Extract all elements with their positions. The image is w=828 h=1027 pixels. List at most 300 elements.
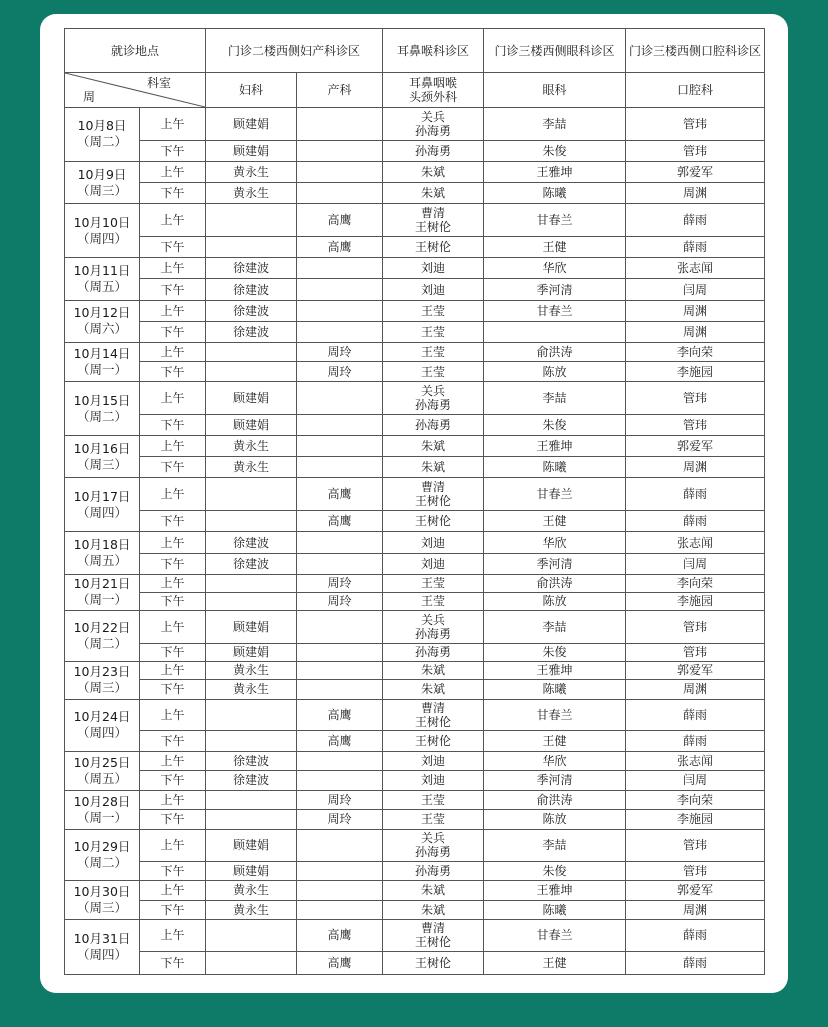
doctor-cell: 曹清 王树伦 bbox=[383, 204, 484, 237]
doctor-cell: 王莹 bbox=[383, 592, 484, 610]
period-cell: 下午 bbox=[140, 861, 206, 880]
weekday-text: （周一） bbox=[76, 809, 127, 825]
date-cell bbox=[65, 300, 140, 342]
doctor-cell bbox=[297, 553, 383, 574]
weekday-text: （周一） bbox=[76, 362, 127, 378]
doctor-cell: 李施园 bbox=[626, 809, 765, 829]
doctor-cell: 高鹰 bbox=[297, 204, 383, 237]
date-cell bbox=[65, 919, 140, 974]
weekday-text: （周四） bbox=[76, 725, 127, 741]
doctor-cell: 王健 bbox=[484, 731, 626, 751]
doctor-cell: 黄永生 bbox=[206, 661, 297, 679]
doctor-cell: 孙海勇 bbox=[383, 861, 484, 880]
doctor-cell: 陈放 bbox=[484, 592, 626, 610]
date-text: 10月17日 bbox=[73, 488, 131, 504]
doctor-cell: 闫周 bbox=[626, 279, 765, 300]
schedule-row bbox=[65, 183, 765, 204]
doctor-cell: 周渊 bbox=[626, 457, 765, 478]
date-text: 10月18日 bbox=[73, 537, 131, 553]
doctor-cell: 薛雨 bbox=[626, 237, 765, 258]
schedule-row bbox=[65, 610, 765, 643]
doctor-cell bbox=[297, 532, 383, 553]
schedule-row bbox=[65, 362, 765, 382]
dept-ophthalmology: 眼科 bbox=[484, 73, 626, 108]
doctor-cell: 徐建波 bbox=[206, 258, 297, 279]
clinic-schedule-table bbox=[64, 28, 765, 975]
period-cell: 上午 bbox=[140, 436, 206, 457]
doctor-cell bbox=[297, 679, 383, 699]
doctor-cell: 俞洪涛 bbox=[484, 343, 626, 362]
doctor-cell: 闫周 bbox=[626, 770, 765, 790]
doctor-cell bbox=[297, 880, 383, 900]
doctor-cell bbox=[206, 809, 297, 829]
doctor-cell: 周玲 bbox=[297, 790, 383, 809]
doctor-cell: 季河清 bbox=[484, 553, 626, 574]
doctor-cell bbox=[206, 592, 297, 610]
date-cell bbox=[65, 574, 140, 610]
period-cell: 上午 bbox=[140, 829, 206, 861]
doctor-cell bbox=[484, 321, 626, 342]
dept-stomatology: 口腔科 bbox=[626, 73, 765, 108]
period-cell: 上午 bbox=[140, 161, 206, 182]
schedule-row bbox=[65, 829, 765, 861]
doctor-cell: 王树伦 bbox=[383, 731, 484, 751]
period-cell: 上午 bbox=[140, 790, 206, 809]
doctor-cell: 管玮 bbox=[626, 382, 765, 415]
date-cell bbox=[65, 161, 140, 203]
schedule-row bbox=[65, 237, 765, 258]
period-cell: 下午 bbox=[140, 183, 206, 204]
period-cell: 下午 bbox=[140, 553, 206, 574]
schedule-row bbox=[65, 699, 765, 731]
date-cell bbox=[65, 880, 140, 919]
doctor-cell bbox=[297, 457, 383, 478]
schedule-row bbox=[65, 751, 765, 770]
doctor-cell: 薛雨 bbox=[626, 478, 765, 511]
schedule-row bbox=[65, 300, 765, 321]
doctor-cell: 朱俊 bbox=[484, 643, 626, 661]
schedule-row bbox=[65, 731, 765, 751]
schedule-row bbox=[65, 951, 765, 974]
date-cell bbox=[65, 829, 140, 880]
doctor-cell: 顾建娟 bbox=[206, 414, 297, 435]
doctor-cell: 周渊 bbox=[626, 183, 765, 204]
doctor-cell: 高鹰 bbox=[297, 511, 383, 532]
schedule-row bbox=[65, 532, 765, 553]
week-label: 周 bbox=[83, 90, 96, 104]
weekday-text: （周三） bbox=[76, 182, 127, 198]
period-cell: 下午 bbox=[140, 592, 206, 610]
period-cell: 上午 bbox=[140, 382, 206, 415]
doctor-cell: 徐建波 bbox=[206, 751, 297, 770]
schedule-row bbox=[65, 321, 765, 342]
doctor-cell: 刘迪 bbox=[383, 770, 484, 790]
date-cell bbox=[65, 108, 140, 162]
doctor-cell bbox=[297, 161, 383, 182]
period-cell: 下午 bbox=[140, 900, 206, 919]
doctor-cell: 薛雨 bbox=[626, 204, 765, 237]
doctor-cell: 关兵 孙海勇 bbox=[383, 610, 484, 643]
schedule-row bbox=[65, 279, 765, 300]
period-cell: 上午 bbox=[140, 751, 206, 770]
date-cell bbox=[65, 751, 140, 790]
doctor-cell: 曹清 王树伦 bbox=[383, 919, 484, 951]
doctor-cell: 陈曦 bbox=[484, 183, 626, 204]
doctor-cell: 高鹰 bbox=[297, 951, 383, 974]
doctor-cell: 李喆 bbox=[484, 108, 626, 141]
doctor-cell: 王雅坤 bbox=[484, 880, 626, 900]
doctor-cell bbox=[206, 574, 297, 592]
doctor-cell: 王健 bbox=[484, 237, 626, 258]
schedule-row bbox=[65, 553, 765, 574]
schedule-card bbox=[40, 14, 788, 993]
doctor-cell: 朱斌 bbox=[383, 661, 484, 679]
doctor-cell: 徐建波 bbox=[206, 532, 297, 553]
period-cell: 上午 bbox=[140, 919, 206, 951]
doctor-cell: 陈放 bbox=[484, 362, 626, 382]
doctor-cell: 俞洪涛 bbox=[484, 574, 626, 592]
diagonal-header-cell bbox=[65, 73, 206, 108]
date-cell bbox=[65, 699, 140, 751]
date-text: 10月30日 bbox=[73, 883, 131, 899]
period-cell: 下午 bbox=[140, 511, 206, 532]
doctor-cell: 李施园 bbox=[626, 362, 765, 382]
doctor-cell: 高鹰 bbox=[297, 731, 383, 751]
doctor-cell: 周玲 bbox=[297, 343, 383, 362]
weekday-text: （周二） bbox=[76, 408, 127, 424]
schedule-row bbox=[65, 574, 765, 592]
doctor-cell bbox=[297, 258, 383, 279]
doctor-cell bbox=[297, 414, 383, 435]
doctor-cell bbox=[206, 951, 297, 974]
doctor-cell bbox=[297, 770, 383, 790]
doctor-cell: 王树伦 bbox=[383, 511, 484, 532]
doctor-cell: 王莹 bbox=[383, 321, 484, 342]
date-cell bbox=[65, 610, 140, 661]
doctor-cell: 顾建娟 bbox=[206, 643, 297, 661]
doctor-cell: 周玲 bbox=[297, 362, 383, 382]
schedule-row bbox=[65, 204, 765, 237]
area-gynecology-obstetrics: 门诊二楼西侧妇产科诊区 bbox=[206, 29, 383, 73]
doctor-cell: 孙海勇 bbox=[383, 643, 484, 661]
weekday-text: （周二） bbox=[76, 854, 127, 870]
schedule-row bbox=[65, 592, 765, 610]
date-text: 10月8日 bbox=[77, 118, 127, 134]
doctor-cell: 朱斌 bbox=[383, 183, 484, 204]
date-text: 10月11日 bbox=[73, 262, 131, 278]
doctor-cell: 薛雨 bbox=[626, 511, 765, 532]
doctor-cell: 王雅坤 bbox=[484, 161, 626, 182]
doctor-cell: 周渊 bbox=[626, 300, 765, 321]
doctor-cell: 刘迪 bbox=[383, 751, 484, 770]
period-cell: 上午 bbox=[140, 300, 206, 321]
date-cell bbox=[65, 436, 140, 478]
schedule-body bbox=[65, 108, 765, 975]
date-text: 10月31日 bbox=[73, 930, 131, 946]
period-cell: 上午 bbox=[140, 532, 206, 553]
schedule-row bbox=[65, 661, 765, 679]
doctor-cell: 张志闻 bbox=[626, 258, 765, 279]
doctor-cell: 顾建娟 bbox=[206, 108, 297, 141]
doctor-cell: 黄永生 bbox=[206, 679, 297, 699]
schedule-row bbox=[65, 457, 765, 478]
schedule-row bbox=[65, 919, 765, 951]
doctor-cell: 顾建娟 bbox=[206, 861, 297, 880]
schedule-row bbox=[65, 790, 765, 809]
doctor-cell: 黄永生 bbox=[206, 880, 297, 900]
area-ent: 耳鼻喉科诊区 bbox=[383, 29, 484, 73]
period-cell: 上午 bbox=[140, 204, 206, 237]
area-ophthalmology: 门诊三楼西侧眼科诊区 bbox=[484, 29, 626, 73]
doctor-cell: 李向荣 bbox=[626, 343, 765, 362]
doctor-cell bbox=[297, 183, 383, 204]
period-cell: 下午 bbox=[140, 731, 206, 751]
doctor-cell: 周渊 bbox=[626, 321, 765, 342]
period-cell: 上午 bbox=[140, 478, 206, 511]
doctor-cell: 黄永生 bbox=[206, 457, 297, 478]
doctor-cell: 关兵 孙海勇 bbox=[383, 829, 484, 861]
doctor-cell: 黄永生 bbox=[206, 900, 297, 919]
header-row-areas bbox=[65, 29, 765, 73]
doctor-cell bbox=[297, 279, 383, 300]
doctor-cell: 陈曦 bbox=[484, 900, 626, 919]
period-cell: 下午 bbox=[140, 321, 206, 342]
doctor-cell: 薛雨 bbox=[626, 699, 765, 731]
doctor-cell: 朱斌 bbox=[383, 880, 484, 900]
doctor-cell: 徐建波 bbox=[206, 279, 297, 300]
doctor-cell: 华欣 bbox=[484, 751, 626, 770]
weekday-text: （周三） bbox=[76, 899, 127, 915]
period-cell: 下午 bbox=[140, 140, 206, 161]
period-cell: 上午 bbox=[140, 108, 206, 141]
doctor-cell: 李施园 bbox=[626, 592, 765, 610]
doctor-cell: 华欣 bbox=[484, 258, 626, 279]
header-row-departments bbox=[65, 73, 765, 108]
doctor-cell: 管玮 bbox=[626, 829, 765, 861]
doctor-cell: 孙海勇 bbox=[383, 140, 484, 161]
doctor-cell bbox=[297, 382, 383, 415]
doctor-cell: 刘迪 bbox=[383, 553, 484, 574]
doctor-cell: 薛雨 bbox=[626, 951, 765, 974]
doctor-cell: 王雅坤 bbox=[484, 661, 626, 679]
date-text: 10月21日 bbox=[73, 576, 131, 592]
doctor-cell: 管玮 bbox=[626, 610, 765, 643]
doctor-cell: 刘迪 bbox=[383, 279, 484, 300]
doctor-cell: 陈放 bbox=[484, 809, 626, 829]
doctor-cell: 王健 bbox=[484, 951, 626, 974]
weekday-text: （周二） bbox=[76, 134, 127, 150]
schedule-row bbox=[65, 861, 765, 880]
doctor-cell: 顾建娟 bbox=[206, 610, 297, 643]
doctor-cell bbox=[206, 362, 297, 382]
schedule-row bbox=[65, 343, 765, 362]
date-text: 10月9日 bbox=[77, 166, 127, 182]
schedule-row bbox=[65, 414, 765, 435]
doctor-cell bbox=[206, 237, 297, 258]
date-text: 10月23日 bbox=[73, 664, 131, 680]
weekday-text: （周五） bbox=[76, 278, 127, 294]
doctor-cell: 管玮 bbox=[626, 861, 765, 880]
date-cell bbox=[65, 382, 140, 436]
date-text: 10月29日 bbox=[73, 838, 131, 854]
doctor-cell: 李喆 bbox=[484, 610, 626, 643]
date-cell bbox=[65, 258, 140, 300]
doctor-cell: 王莹 bbox=[383, 790, 484, 809]
doctor-cell bbox=[297, 300, 383, 321]
date-cell bbox=[65, 532, 140, 574]
doctor-cell: 徐建波 bbox=[206, 321, 297, 342]
doctor-cell: 刘迪 bbox=[383, 532, 484, 553]
doctor-cell: 陈曦 bbox=[484, 457, 626, 478]
doctor-cell bbox=[206, 478, 297, 511]
weekday-text: （周四） bbox=[76, 504, 127, 520]
doctor-cell bbox=[297, 436, 383, 457]
date-text: 10月15日 bbox=[73, 392, 131, 408]
doctor-cell: 张志闻 bbox=[626, 532, 765, 553]
doctor-cell: 黄永生 bbox=[206, 183, 297, 204]
doctor-cell bbox=[206, 204, 297, 237]
doctor-cell: 周玲 bbox=[297, 592, 383, 610]
period-cell: 下午 bbox=[140, 770, 206, 790]
location-label: 就诊地点 bbox=[65, 29, 206, 73]
doctor-cell: 季河清 bbox=[484, 770, 626, 790]
doctor-cell: 黄永生 bbox=[206, 161, 297, 182]
weekday-text: （周一） bbox=[76, 592, 127, 608]
doctor-cell bbox=[297, 661, 383, 679]
schedule-row bbox=[65, 140, 765, 161]
doctor-cell: 朱斌 bbox=[383, 436, 484, 457]
period-cell: 下午 bbox=[140, 279, 206, 300]
doctor-cell: 朱斌 bbox=[383, 679, 484, 699]
period-cell: 上午 bbox=[140, 343, 206, 362]
doctor-cell: 王健 bbox=[484, 511, 626, 532]
doctor-cell: 王树伦 bbox=[383, 951, 484, 974]
doctor-cell: 朱俊 bbox=[484, 861, 626, 880]
doctor-cell: 朱斌 bbox=[383, 457, 484, 478]
doctor-cell: 高鹰 bbox=[297, 237, 383, 258]
doctor-cell: 李向荣 bbox=[626, 790, 765, 809]
dept-ent: 耳鼻咽喉 头颈外科 bbox=[383, 73, 484, 108]
schedule-row bbox=[65, 436, 765, 457]
doctor-cell: 闫周 bbox=[626, 553, 765, 574]
doctor-cell: 甘春兰 bbox=[484, 699, 626, 731]
doctor-cell: 顾建娟 bbox=[206, 140, 297, 161]
doctor-cell: 朱斌 bbox=[383, 161, 484, 182]
date-text: 10月16日 bbox=[73, 440, 131, 456]
doctor-cell bbox=[297, 829, 383, 861]
doctor-cell: 关兵 孙海勇 bbox=[383, 382, 484, 415]
schedule-row bbox=[65, 258, 765, 279]
schedule-row bbox=[65, 880, 765, 900]
period-cell: 下午 bbox=[140, 362, 206, 382]
doctor-cell: 高鹰 bbox=[297, 478, 383, 511]
weekday-text: （周六） bbox=[76, 321, 127, 337]
doctor-cell: 郭爱军 bbox=[626, 661, 765, 679]
doctor-cell bbox=[297, 751, 383, 770]
doctor-cell: 关兵 孙海勇 bbox=[383, 108, 484, 141]
weekday-text: （周四） bbox=[76, 946, 127, 962]
doctor-cell bbox=[206, 790, 297, 809]
doctor-cell: 陈曦 bbox=[484, 679, 626, 699]
date-text: 10月22日 bbox=[73, 619, 131, 635]
period-cell: 下午 bbox=[140, 237, 206, 258]
date-text: 10月24日 bbox=[73, 709, 131, 725]
weekday-text: （周三） bbox=[76, 680, 127, 696]
doctor-cell: 顾建娟 bbox=[206, 829, 297, 861]
period-cell: 下午 bbox=[140, 679, 206, 699]
doctor-cell: 李喆 bbox=[484, 382, 626, 415]
doctor-cell: 郭爱军 bbox=[626, 436, 765, 457]
doctor-cell bbox=[297, 108, 383, 141]
weekday-text: （周五） bbox=[76, 770, 127, 786]
doctor-cell: 王莹 bbox=[383, 809, 484, 829]
period-cell: 上午 bbox=[140, 258, 206, 279]
period-cell: 下午 bbox=[140, 809, 206, 829]
doctor-cell: 曹清 王树伦 bbox=[383, 478, 484, 511]
doctor-cell: 季河清 bbox=[484, 279, 626, 300]
period-cell: 上午 bbox=[140, 574, 206, 592]
doctor-cell: 管玮 bbox=[626, 643, 765, 661]
doctor-cell: 甘春兰 bbox=[484, 919, 626, 951]
period-cell: 下午 bbox=[140, 951, 206, 974]
schedule-row bbox=[65, 382, 765, 415]
period-cell: 上午 bbox=[140, 610, 206, 643]
date-cell bbox=[65, 790, 140, 829]
doctor-cell: 王树伦 bbox=[383, 237, 484, 258]
doctor-cell: 郭爱军 bbox=[626, 880, 765, 900]
doctor-cell: 甘春兰 bbox=[484, 478, 626, 511]
doctor-cell: 王莹 bbox=[383, 574, 484, 592]
date-cell bbox=[65, 343, 140, 382]
date-text: 10月28日 bbox=[73, 793, 131, 809]
dept-gynecology: 妇科 bbox=[206, 73, 297, 108]
dept-obstetrics: 产科 bbox=[297, 73, 383, 108]
doctor-cell: 薛雨 bbox=[626, 731, 765, 751]
doctor-cell: 俞洪涛 bbox=[484, 790, 626, 809]
department-label: 科室 bbox=[147, 76, 172, 90]
doctor-cell: 王雅坤 bbox=[484, 436, 626, 457]
doctor-cell: 高鹰 bbox=[297, 919, 383, 951]
schedule-row bbox=[65, 770, 765, 790]
doctor-cell: 徐建波 bbox=[206, 553, 297, 574]
doctor-cell bbox=[206, 511, 297, 532]
doctor-cell: 王莹 bbox=[383, 343, 484, 362]
doctor-cell bbox=[297, 321, 383, 342]
doctor-cell: 周玲 bbox=[297, 574, 383, 592]
doctor-cell: 管玮 bbox=[626, 414, 765, 435]
date-cell bbox=[65, 661, 140, 699]
doctor-cell: 高鹰 bbox=[297, 699, 383, 731]
date-text: 10月25日 bbox=[73, 754, 131, 770]
doctor-cell: 朱斌 bbox=[383, 900, 484, 919]
doctor-cell: 郭爱军 bbox=[626, 161, 765, 182]
doctor-cell: 黄永生 bbox=[206, 436, 297, 457]
doctor-cell: 周渊 bbox=[626, 679, 765, 699]
weekday-text: （周三） bbox=[76, 456, 127, 472]
doctor-cell: 徐建波 bbox=[206, 770, 297, 790]
doctor-cell: 顾建娟 bbox=[206, 382, 297, 415]
doctor-cell: 甘春兰 bbox=[484, 204, 626, 237]
doctor-cell bbox=[297, 610, 383, 643]
doctor-cell bbox=[206, 699, 297, 731]
date-text: 10月10日 bbox=[73, 214, 131, 230]
doctor-cell bbox=[297, 643, 383, 661]
doctor-cell bbox=[206, 343, 297, 362]
doctor-cell: 周玲 bbox=[297, 809, 383, 829]
doctor-cell: 周渊 bbox=[626, 900, 765, 919]
doctor-cell bbox=[297, 140, 383, 161]
period-cell: 上午 bbox=[140, 699, 206, 731]
